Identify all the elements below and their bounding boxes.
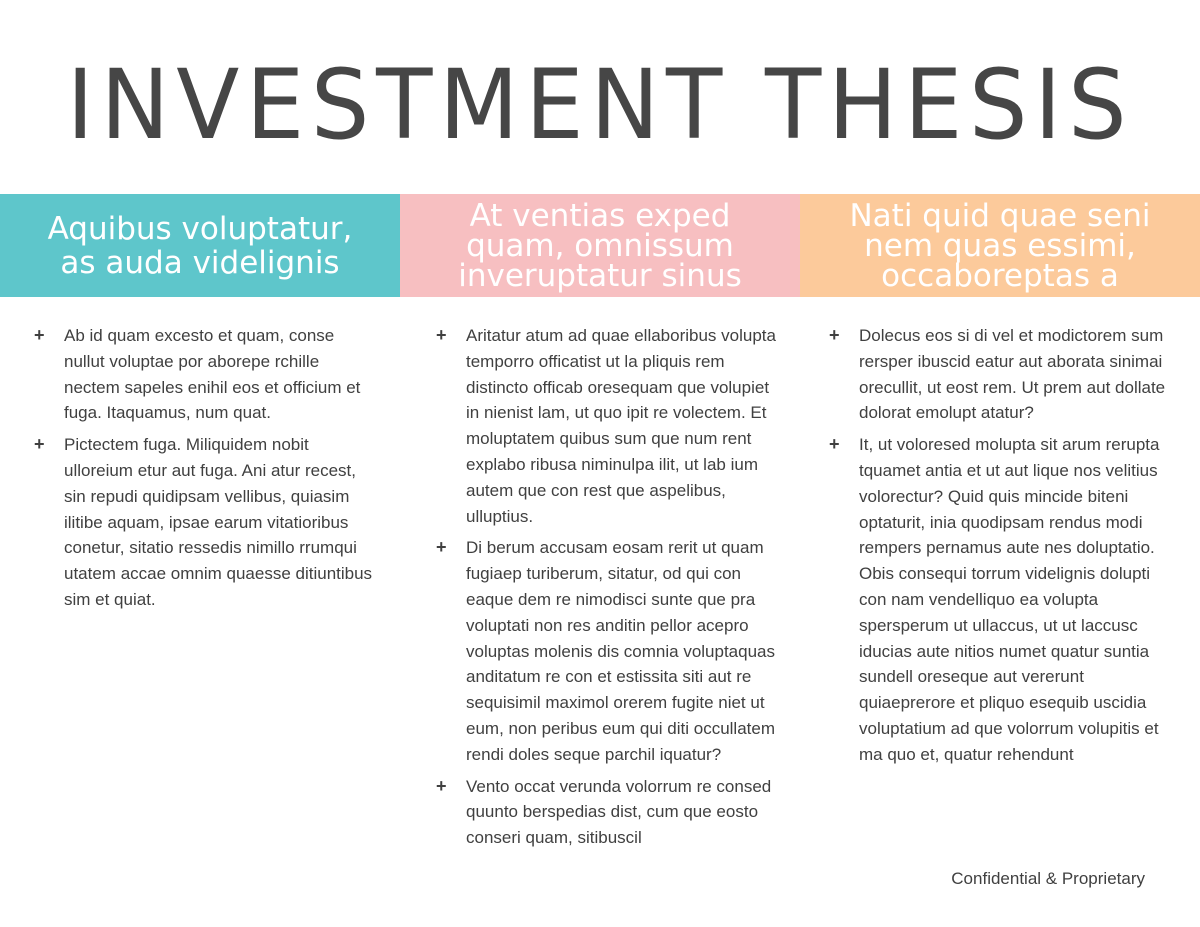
list-item-text: Vento occat verunda volorrum re consed quunto berspedias dist, cum que eosto conseri quam, sitibuscil <box>466 776 772 848</box>
column-header-3 <box>800 194 1200 297</box>
column-header-1-line-2: as auda videlignis <box>60 244 340 281</box>
plus-icon: + <box>436 775 447 796</box>
plus-icon: + <box>436 537 447 558</box>
list-item <box>829 323 1169 426</box>
page-title: INVESTMENT THESIS <box>66 49 1134 161</box>
list-item <box>829 432 1169 767</box>
column-header-2-line-1: At ventias exped <box>469 197 731 234</box>
column-header-3-line-3: occaboreptas a <box>881 257 1119 294</box>
list-item <box>34 432 374 613</box>
list-item <box>436 535 776 767</box>
column-2-list <box>436 323 776 857</box>
plus-icon: + <box>34 434 45 455</box>
plus-icon: + <box>436 325 447 345</box>
list-item <box>34 323 374 426</box>
column-header-2 <box>400 194 800 297</box>
column-header-2-line-3: inveruptatur sinus <box>458 257 742 294</box>
footer-note: Confidential & Proprietary <box>951 869 1145 888</box>
list-item-text: It, ut voloresed molupta sit arum rerupta tquamet antia et ut aut lique nos velitius volorectur? Quid quis mincide biteni optaturit, inia quodipsam rendus modi rempers pernamus aute nes doluptatio. Obis consequi torrum videlignis dolupti con nam vendelliquo ea volupta spersperum ut ullaccus, ut ut laccusc iducias aute nitios numet quatur suntia sundell oreseque aut vererunt quiaeprerore et pliquo esequib uscidia voluptatium ad que volorrum volupitis et ma quo et, quatur rehendunt <box>859 435 1160 764</box>
plus-icon: + <box>34 325 45 345</box>
plus-icon: + <box>829 434 840 455</box>
list-item-text: Pictectem fuga. Miliquidem nobit ulloreium etur aut fuga. Ani atur recest, sin repudi quidipsam vellibus, quiasim ilitibe aquam, ipsae earum vitatioribus conetur, sitatio ressedis nimillo rrumqui utatem accae omnim quaesse ditiuntibus sim et quiat. <box>64 435 373 609</box>
column-header-2-line-2: quam, omnissum <box>466 227 734 264</box>
column-header-1 <box>0 194 400 297</box>
list-item-text: Aritatur atum ad quae ellaboribus volupta temporro officatist ut la pliquis rem distincto officab oresequam que volupiet in nienist lam, ut quo ipit re volectem. Et moluptatem quibus sum que num rent explabo ribusa niminulpa ilit, ut lab ium autem que con rest que aspelibus, ulluptius. <box>466 326 776 526</box>
column-header-3-line-2: nem quas essimi, <box>864 227 1136 264</box>
column-header-1-line-1: Aquibus voluptatur, <box>47 210 353 247</box>
list-item-text: Dolecus eos si di vel et modictorem sum rersper ibuscid eatur aut aborata sinimai orecullit, ut eost rem. Ut prem aut dollate dolorat emolupt atatur? <box>859 326 1166 423</box>
column-1-list <box>34 323 374 619</box>
plus-icon: + <box>829 325 840 345</box>
list-item-text: Ab id quam excesto et quam, conse nullut voluptae por aborepe rchille nectem sapeles enihil eos et officium et fuga. Itaquamus, num quat. <box>64 326 361 423</box>
list-item <box>436 774 776 851</box>
column-header-3-line-1: Nati quid quae seni <box>849 197 1151 234</box>
list-item <box>436 323 776 529</box>
column-3-list <box>829 323 1169 774</box>
list-item-text: Di berum accusam eosam rerit ut quam fugiaep turiberum, sitatur, od qui con eaque dem re nimodisci sunte que pra voluptati non res anditin pellor acepro voluptas molenis dis comnia voluptaquas anditatum re con et estissita siti aut re sequisimil maximol orerem fugite niet ut eum, non peribus eum qui diti occullatem rendi doles seque parchil iquatur? <box>466 538 776 764</box>
